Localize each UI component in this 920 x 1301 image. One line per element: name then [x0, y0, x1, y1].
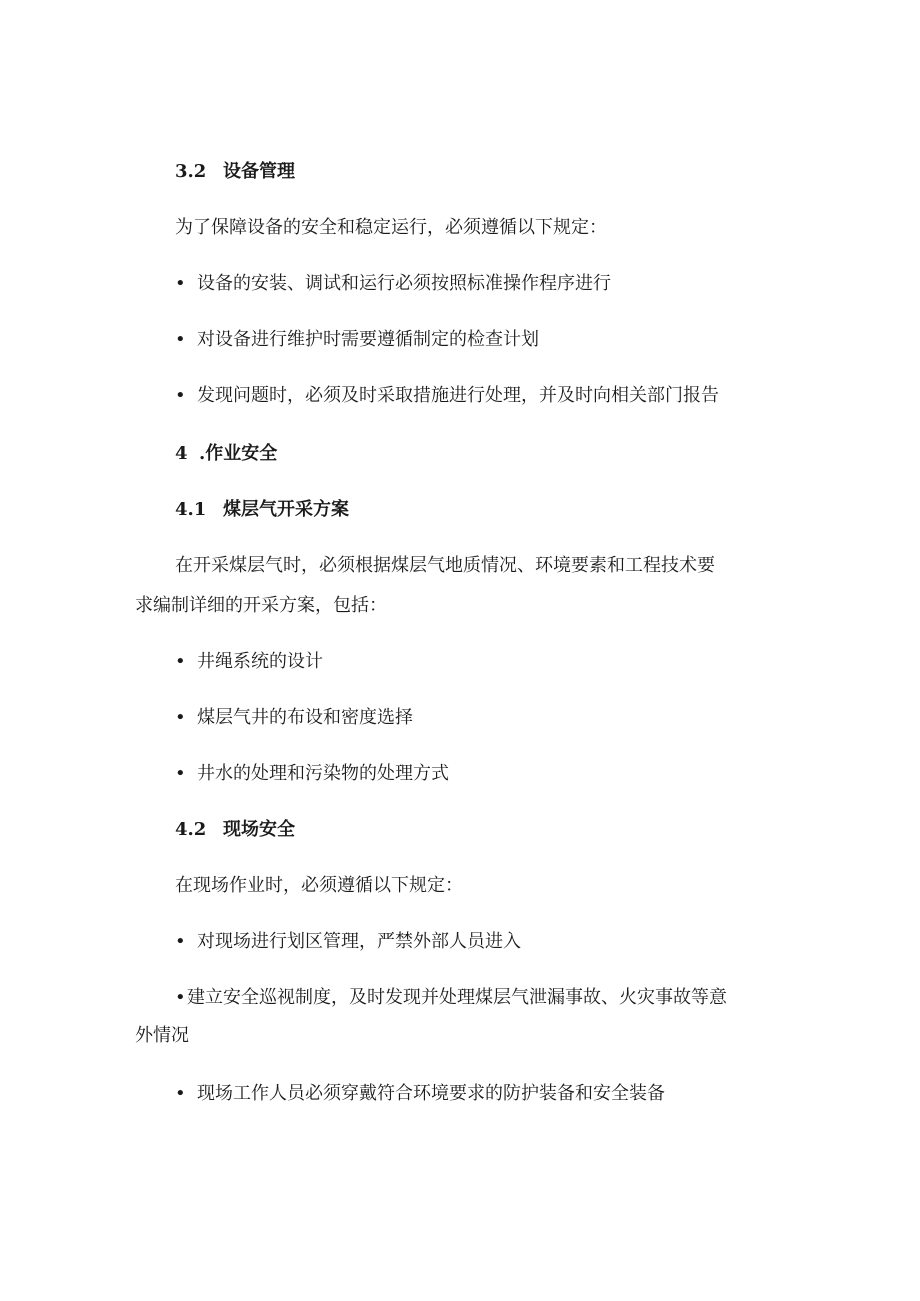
section-title: .作业安全 [199, 443, 278, 464]
list-item [175, 989, 727, 1007]
heading-4-1 [175, 501, 349, 519]
list-item-text: 对现场进行划区管理，严禁外部人员进入 [197, 931, 521, 952]
bullet: • [175, 385, 186, 406]
section-title: 设备管理 [223, 161, 295, 182]
bullet: • [175, 707, 186, 728]
bullet: • [175, 1083, 186, 1104]
list-item [175, 709, 413, 727]
bullet: • [175, 329, 186, 350]
paragraph: 在现场作业时，必须遵循以下规定： [175, 875, 463, 896]
list-item-continuation: 外情况 [135, 1025, 189, 1046]
paragraph-line: 在开采煤层气时，必须根据煤层气地质情况、环境要素和工程技术要 [175, 555, 715, 576]
section-number: 4 [175, 443, 188, 464]
list-item [175, 387, 719, 405]
list-item-text: 井水的处理和污染物的处理方式 [197, 763, 449, 784]
list-item [175, 275, 611, 293]
section-number: 4.2 [175, 819, 207, 840]
heading-4 [175, 445, 277, 463]
bullet: • [175, 763, 186, 784]
bullet: • [175, 931, 186, 952]
list-item [175, 331, 539, 349]
heading-4-2 [175, 821, 295, 839]
list-item [175, 653, 323, 671]
list-item-text: 设备的安装、调试和运行必须按照标准操作程序进行 [197, 273, 611, 294]
section-number: 4.1 [175, 499, 207, 520]
list-item [175, 765, 449, 783]
list-item-text: 对设备进行维护时需要遵循制定的检查计划 [197, 329, 539, 350]
section-number: 3.2 [175, 161, 207, 182]
bullet: • [175, 273, 186, 294]
list-item-text: 井绳系统的设计 [197, 651, 323, 672]
section-title: 煤层气开采方案 [223, 499, 349, 520]
bullet: • [175, 987, 186, 1008]
heading-3-2 [175, 163, 295, 181]
list-item-text: 现场工作人员必须穿戴符合环境要求的防护装备和安全装备 [197, 1083, 665, 1104]
list-item-text: 发现问题时，必须及时采取措施进行处理，并及时向相关部门报告 [197, 385, 719, 406]
paragraph: 为了保障设备的安全和稳定运行，必须遵循以下规定： [175, 217, 607, 238]
list-item [175, 933, 521, 951]
list-item-text: 建立安全巡视制度，及时发现并处理煤层气泄漏事故、火灾事故等意 [187, 987, 727, 1008]
bullet: • [175, 651, 186, 672]
list-item-text: 煤层气井的布设和密度选择 [197, 707, 413, 728]
section-title: 现场安全 [223, 819, 295, 840]
paragraph-line: 求编制详细的开采方案，包括： [135, 595, 387, 616]
list-item [175, 1085, 665, 1103]
